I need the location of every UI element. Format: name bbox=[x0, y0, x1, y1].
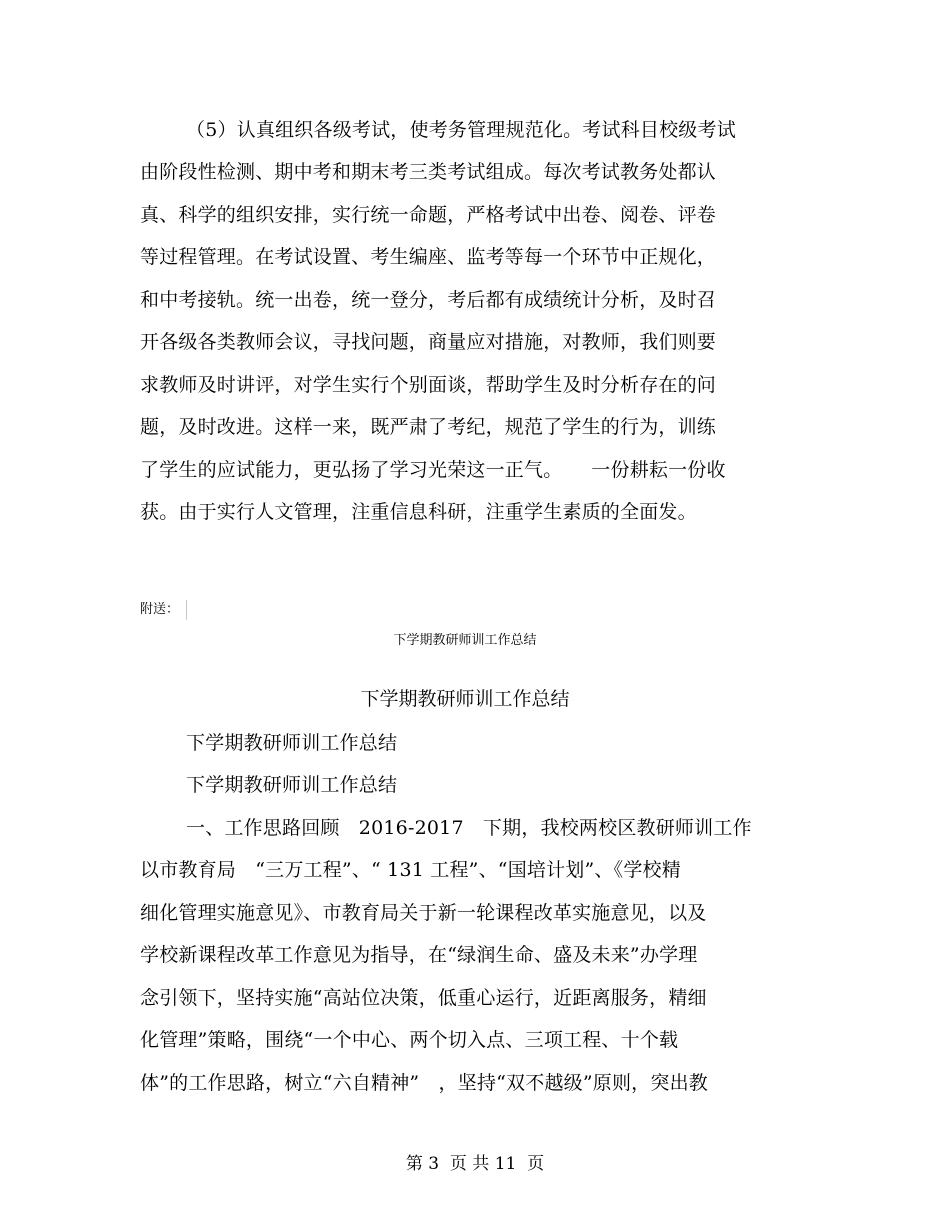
paragraph1-line: （5）认真组织各级考试，使考务管理规范化。考试科目校级考试 bbox=[186, 119, 736, 141]
paragraph1-line: 等过程管理。在考试设置、考生编座、监考等每一个环节中正规化， bbox=[140, 246, 717, 268]
main-title: 下学期教研师训工作总结 bbox=[360, 688, 570, 710]
subtitle: 下学期教研师训工作总结 bbox=[186, 774, 398, 796]
paragraph1-line: 和中考接轨。统一出卷，统一登分，考后都有成绩统计分析，及时召 bbox=[140, 289, 717, 311]
paragraph2-line: 一、工作思路回顾 2016-2017 下期，我校两校区教研师训工作 bbox=[186, 817, 752, 839]
paragraph2-line: 体”的工作思路，树立“六自精神” ，坚持“双不越级”原则，突出教 bbox=[140, 1072, 708, 1094]
small-title: 下学期教研师训工作总结 bbox=[393, 633, 537, 648]
paragraph2-line: 学校新课程改革工作意见为指导，在“绿润生命、盛及未来”办学理 bbox=[140, 944, 698, 966]
paragraph2-line: 细化管理实施意见》、市教育局关于新一轮课程改革实施意见，以及 bbox=[140, 902, 707, 924]
paragraph1-line: 获。由于实行人文管理，注重信息科研，注重学生素质的全面发。 bbox=[140, 501, 697, 523]
paragraph1-line: 题，及时改进。这样一来，既严肃了考纪，规范了学生的行为，训练 bbox=[140, 416, 717, 438]
paragraph1-line: 了学生的应试能力，更弘扬了学习光荣这一正气。 一份耕耘一份收 bbox=[140, 459, 726, 481]
paragraph1-line: 开各级各类教师会议，寻找问题，商量应对措施，对教师，我们则要 bbox=[140, 331, 717, 353]
divider bbox=[186, 600, 187, 620]
subtitle: 下学期教研师训工作总结 bbox=[186, 732, 398, 754]
paragraph1-line: 由阶段性检测、期中考和期末考三类考试组成。每次考试教务处都认 bbox=[140, 161, 717, 183]
paragraph1-line: 真、科学的组织安排，实行统一命题，严格考试中出卷、阅卷、评卷 bbox=[140, 204, 717, 226]
paragraph1-line: 求教师及时讲评，对学生实行个别面谈，帮助学生及时分析存在的问 bbox=[140, 374, 717, 396]
page-number-footer: 第 3 页 共 11 页 bbox=[405, 1154, 545, 1174]
paragraph2-line: 念引领下，坚持实施“高站位决策，低重心运行，近距离服务，精细 bbox=[140, 987, 707, 1009]
paragraph2-line: 化管理”策略，围绕“一个中心、两个切入点、三项工程、十个载 bbox=[140, 1029, 679, 1051]
paragraph2-line: 以市教育局 “三万工程”、“ 131 工程”、“国培计划”、《学校精 bbox=[140, 859, 681, 881]
appendix-label: 附送： bbox=[140, 602, 180, 617]
